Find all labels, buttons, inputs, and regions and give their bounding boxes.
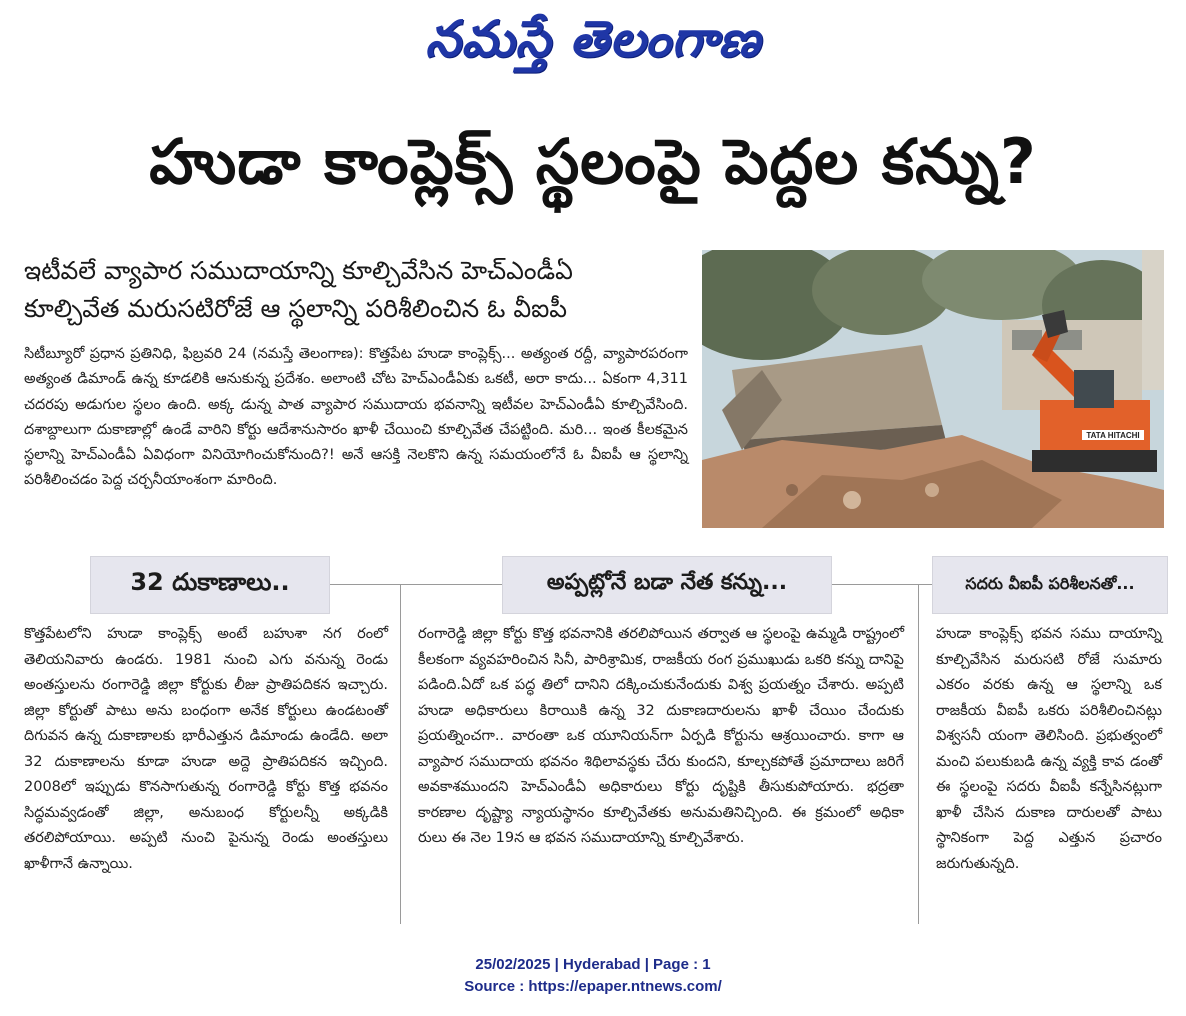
footer [0,954,1186,998]
excavator-label: TATA HITACHI [1086,431,1140,440]
section-heading-2: అప్పట్లోనే బడా నేత కన్ను... [502,556,832,614]
footer-source-line: Source : https://epaper.ntnews.com/ [464,978,722,995]
subheadline [24,252,684,328]
subheadline-line-1: ఇటీవలే వ్యాపార సముదాయాన్ని కూల్చివేసిన హెచ్‌ఎండీఏ [24,256,573,285]
column-divider-1 [400,584,401,924]
footer-date-line: 25/02/2025 | Hyderabad | Page : 1 [475,956,711,973]
masthead [0,4,1186,84]
section-heading-3: సదరు వీఐపీ పరిశీలనతో... [932,556,1168,614]
headline: హుడా కాంప్లెక్స్‌ స్థలంపై పెద్దల కన్ను? [149,125,1037,198]
newspaper-logo: నమస్తే తెలంగాణ [425,10,761,68]
section-body-3: హుడా కాంప్లెక్స్‌ భవన సము దాయాన్ని కూల్చివేసిన మరుసటి రోజే సుమారు ఎకరం వరకు ఉన్న ఆ స్థలాన్ని ఒక రాజకీయ వీఐపీ ఒకరు పరిశీలించినట్లు విశ్వసనీ యంగా తెలిసింది. ప్రభుత్వంలో మంచి పలుకుబడి ఉన్న వ్యక్తి కావ డంతో ఈ స్థలంపై సదరు వీఐపీ కన్నేసినట్లుగా ఖాళీ చేసిన దుకాణ దారులతో పాటు స్థానికంగా పెద్ద ఎత్తున ప్రచారం జరుగుతున్నది. [936,626,1162,872]
section-rule-right [830,584,932,585]
section-body-1: కొత్తపేటలోని హుడా కాంప్లెక్స్‌ అంటే బహుశా నగ రంలో తెలియనివారు ఉండరు. 1981 నుంచి ఎగు వనున్న రెండు అంతస్తులను రంగారెడ్డి జిల్లా కోర్టుకు లీజు ప్రాతిపదికన ఇచ్చారు. జిల్లా కోర్టుతో పాటు అను బంధంగా అనేక కోర్టులు ఉండటంతో దిగువన ఉన్న దుకాణాలకు భారీఎత్తున డిమాండు ఉండేది. అలా 32 దుకాణాలను కూడా హుడా అద్దె ప్రాతిపదికన ఇచ్చింది. 2008లో ఇప్పుడు కొనసాగుతున్న రంగారెడ్డి కోర్టు కొత్త భవనం సిద్ధమవ్వడంతో జిల్లా, అనుబంధ కోర్టులన్నీ అక్కడికి తరలిపోయాయి. అప్పటి నుంచి పైనున్న రెండు అంతస్తులు ఖాళీగానే ఉన్నాయి. [24,626,388,872]
section-body-2: రంగారెడ్డి జిల్లా కోర్టు కొత్త భవనానికి తరలిపోయిన తర్వాత ఆ స్థలంపై ఉమ్మడి రాష్ట్రంలో కీలకంగా వ్యవహరించిన సినీ, పారిశ్రామిక, రాజకీయ రంగ ప్రముఖుడు ఒకరి కన్ను దానిపై పడింది.ఏదో ఒక పద్ధ తిలో దానిని దక్కించుకునేందుకు విశ్వ ప్రయత్నం చేశారు. అప్పటి హుడా అధికారులు కిరాయికి ఉన్న 32 దుకాణదారులను ఖాళీ చేయిం చేందుకు ప్రయత్నించగా.. వారంతా ఒక యూనియన్‌గా ఏర్పడి కోర్టును ఆశ్రయించారు. కాగా ఆ వ్యాపార సముదాయ భవనం శిథిలావస్థకు చేరు కుందని, కూల్చకపోతే ప్రమాదాలు జరిగే అవకాశముందని హెచ్‌ఎండీఏ అధికారులు కోర్టు దృష్టికి తీసుకుపోయారు. భద్రతా కారణాల దృష్ట్యా న్యాయస్థానం కూల్చివేతకు అనుమతినిచ్చింది. ఈ క్రమంలో అధికా రులు ఈ నెల 19న ఆ భవన సముదాయాన్ని కూల్చివేశారు. [418,626,904,846]
section-rule-left [328,584,502,585]
column-divider-2 [918,584,919,924]
lead-paragraph: సిటీబ్యూరో ప్రధాన ప్రతినిధి, ఫిబ్రవరి 24 (నమస్తే తెలంగాణ): కొత్తపేట హుడా కాంప్లెక్స్‌... అత్యంత రద్దీ, వ్యాపారపరంగా అత్యంత డిమాండ్‌ ఉన్న కూడలికి ఆనుకున్న ప్రదేశం. అలాంటి చోట హెచ్‌ఎండీఏకు ఒకటీ, అరా కాదు... ఏకంగా 4,311 చదరపు అడుగుల స్థలం ఉంది. అక్క డున్న పాత వ్యాపార సముదాయ భవనాన్ని ఇటీవల హెచ్‌ఎండీఏ కూల్చివేసింది. దశాబ్దాలుగా దుకాణాల్లో ఉండే వారిని కోర్టు ఆదేశానుసారం ఖాళీ చేయించి కూల్చివేత చేపట్టింది. మరి... ఇంత కీలకమైన స్థలాన్ని హెచ్‌ఎండీఏ ఏవిధంగా వినియోగించుకోనుంది?! అనే ఆసక్తి నెలకొని ఉన్న సమయంలోనే ఓ వీఐపీ ఆ స్థలాన్ని పరిశీలించడం పెద్ద చర్చనీయాంశంగా మారింది. [24,346,688,489]
subheadline-line-2: కూల్చివేత మరుసటిరోజే ఆ స్థలాన్ని పరిశీలించిన ఓ వీఐపీ [24,294,568,323]
demolition-photo [702,250,1164,528]
section-heading-1: 32 దుకాణాలు.. [90,556,330,614]
